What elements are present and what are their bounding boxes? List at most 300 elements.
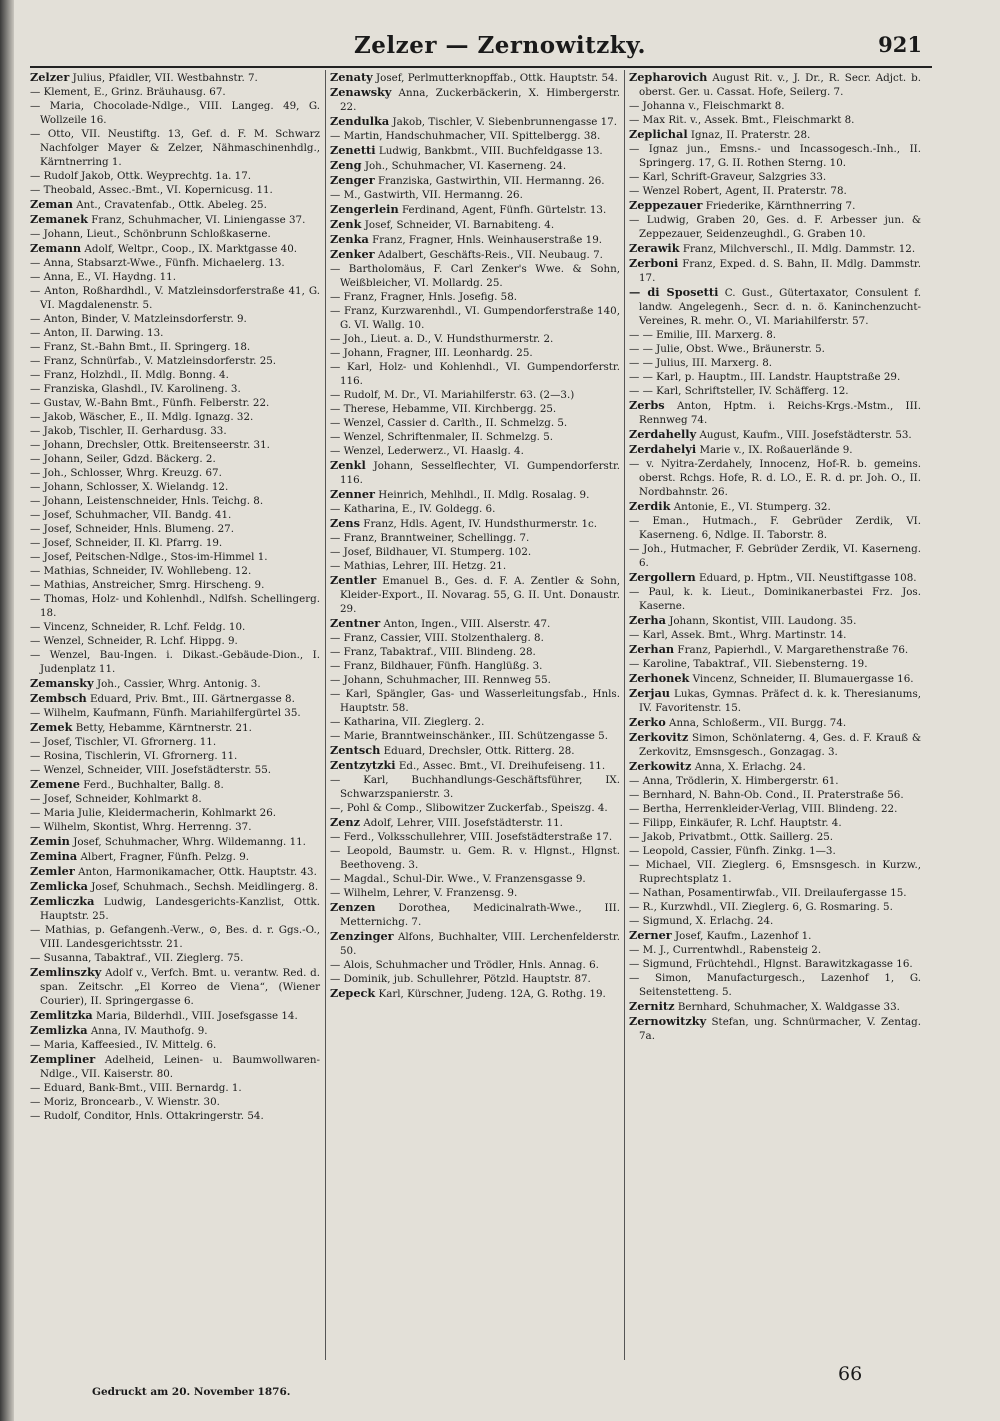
directory-entry <box>330 346 620 360</box>
entry-text: — Josef, Schneider, Kohlmarkt 8. <box>30 793 202 805</box>
directory-entry <box>330 304 620 332</box>
entry-surname: Zenawsky <box>330 85 392 99</box>
directory-entry <box>330 900 620 929</box>
directory-entry <box>629 802 921 816</box>
entry-text: Johann, Sesselflechter, VI. Gumpendorferstr. 116. <box>340 460 621 486</box>
entry-text: — Franz, Fragner, Hnls. Josefig. 58. <box>330 291 518 303</box>
directory-entry <box>30 720 320 735</box>
entry-text: Josef, Schuhmach., Sechsh. Meidlingerg. 8. <box>91 881 319 893</box>
directory-entry <box>330 573 620 616</box>
directory-entry <box>330 232 620 247</box>
entry-text: — Paul, k. k. Lieut., Dominikanerbastei Frz. Jos. Kaserne. <box>629 586 921 612</box>
entry-surname: Zepeck <box>330 986 376 1000</box>
entry-text: — Katharina, E., IV. Goldegg. 6. <box>330 503 496 515</box>
entry-text: Marie v., IX. Roßauerlände 9. <box>699 444 853 456</box>
entry-text: — Jakob, Wäscher, E., II. Mdlg. Ignazg. 32. <box>30 411 254 423</box>
entry-text: — Rudolf, M. Dr., VI. Mariahilferstr. 63. (2—3.) <box>330 389 575 401</box>
entry-text: Josef, Kaufm., Lazenhof 1. <box>675 930 812 942</box>
entry-text: — — Julie, Obst. Wwe., Bräunerstr. 5. <box>629 343 825 355</box>
entry-text: — R., Kurzwhdl., VII. Zieglerg. 6, G. Rosmaring. 5. <box>629 901 893 913</box>
directory-entry <box>629 285 921 328</box>
entry-surname: Zeman <box>30 197 73 211</box>
entry-text: — Mathias, Lehrer, III. Hetzg. 21. <box>330 560 507 572</box>
directory-entry <box>629 1014 921 1043</box>
column-divider <box>325 70 326 1360</box>
entry-text: Eduard, p. Hptm., VII. Neustiftgasse 108. <box>699 572 917 584</box>
entry-text: — Wilhelm, Kaufmann, Fünfh. Mariahilfergürtel 35. <box>30 707 301 719</box>
entry-text: — Maria, Kaffeesied., IV. Mittelg. 6. <box>30 1039 217 1051</box>
entry-surname: Zemek <box>30 720 73 734</box>
entry-text: Eduard, Priv. Bmt., III. Gärtnergasse 8. <box>90 693 295 705</box>
entry-text: — Karl, Schrift-Graveur, Salzgries 33. <box>629 171 827 183</box>
directory-entry <box>629 127 921 142</box>
entry-text: Anton, Ingen., VIII. Alserstr. 47. <box>383 618 551 630</box>
entry-surname: Zerner <box>629 928 672 942</box>
entry-surname: Zens <box>330 516 361 530</box>
directory-entry <box>629 730 921 759</box>
directory-entry <box>330 516 620 531</box>
entry-surname: Zemene <box>30 777 80 791</box>
entry-text: — Josef, Schuhmacher, VII. Bandg. 41. <box>30 509 232 521</box>
entry-surname: Zernitz <box>629 999 675 1013</box>
entry-text: — Theobald, Assec.-Bmt., VI. Kopernicusg. 11. <box>30 184 273 196</box>
directory-entry <box>629 657 921 671</box>
directory-entry <box>30 396 320 410</box>
entry-text: Joh., Schuhmacher, VI. Kaserneng. 24. <box>364 160 567 172</box>
directory-entry <box>30 452 320 466</box>
entry-surname: Zenk <box>330 217 362 231</box>
column-divider <box>624 70 625 1360</box>
entry-text: — Johann, Schuhmacher, III. Rennweg 55. <box>330 674 551 686</box>
directory-entry <box>30 965 320 1008</box>
directory-entry <box>629 70 921 99</box>
entry-text: — Josef, Schneider, Hnls. Blumeng. 27. <box>30 523 234 535</box>
entry-text: Joh., Cassier, Whrg. Antonig. 3. <box>96 678 261 690</box>
directory-entry <box>30 99 320 127</box>
directory-entry <box>330 743 620 758</box>
entry-text: — Franz, Branntweiner, Schellingg. 7. <box>330 532 530 544</box>
entry-text: — Karl, Buchhandlungs-Geschäftsführer, IX. Schwarzspanierstr. 3. <box>330 774 620 800</box>
directory-entry <box>330 687 620 715</box>
directory-entry <box>629 384 921 398</box>
entry-surname: Zerhonek <box>629 671 690 685</box>
directory-entry <box>30 466 320 480</box>
entry-text: — Josef, Bildhauer, VI. Stumperg. 102. <box>330 546 532 558</box>
directory-entry <box>30 197 320 212</box>
entry-text: Ludwig, Landesgerichts-Kanzlist, Ottk. Hauptstr. 25. <box>40 896 320 922</box>
entry-surname: Zerawik <box>629 241 680 255</box>
entry-text: Anna, Zuckerbäckerin, X. Himbergerstr. 22. <box>340 87 621 113</box>
directory-entry <box>330 202 620 217</box>
directory-entry <box>30 1023 320 1038</box>
entry-text: — Johann, Seiler, Gdzd. Bäckerg. 2. <box>30 453 216 465</box>
directory-entry <box>330 972 620 986</box>
directory-entry <box>330 715 620 729</box>
entry-text: — Gustav, W.-Bahn Bmt., Fünfh. Felberstr. 22. <box>30 397 270 409</box>
entry-text: — Wenzel, Bau-Ingen. i. Dikast.-Gebäude-Dion., I. Judenplatz 11. <box>30 649 320 675</box>
directory-entry <box>30 1081 320 1095</box>
directory-entry <box>330 388 620 402</box>
entry-text: — Martin, Handschuhmacher, VII. Spittelbergg. 38. <box>330 130 601 142</box>
entry-text: — Bernhard, N. Bahn-Ob. Cond., II. Praterstraße 56. <box>629 789 904 801</box>
entry-text: — Karl, Assek. Bmt., Whrg. Martinstr. 14. <box>629 629 847 641</box>
directory-entry <box>30 169 320 183</box>
directory-entry <box>30 1008 320 1023</box>
directory-entry <box>629 715 921 730</box>
directory-entry <box>629 585 921 613</box>
directory-entry <box>30 382 320 396</box>
directory-entry <box>30 536 320 550</box>
directory-entry <box>629 886 921 900</box>
entry-text: — v. Nyitra-Zerdahely, Innocenz, Hof-R. b. gemeins. oberst. Rchgs. Hofe, R. d. LO., E. R. d. pr. Joh. O., II. Nordbahnstr. 26. <box>629 458 921 498</box>
directory-entry <box>629 830 921 844</box>
entry-text: Vincenz, Schneider, II. Blumauergasse 16. <box>692 673 914 685</box>
entry-text: Josef, Perlmutterknopffab., Ottk. Hauptstr. 54. <box>376 72 618 84</box>
entry-surname: Zentsch <box>330 743 381 757</box>
entry-text: — — Karl, Schriftsteller, IV. Schäfferg. 12. <box>629 385 849 397</box>
directory-entry <box>330 114 620 129</box>
directory-entry <box>330 188 620 202</box>
entry-text: — Maria, Chocolade-Ndlge., VIII. Langeg. 49, G. Wollzeile 16. <box>30 100 320 126</box>
entry-text: — M., Gastwirth, VII. Hermanng. 26. <box>330 189 523 201</box>
directory-entry <box>629 256 921 285</box>
entry-surname: Zentler <box>330 573 377 587</box>
entry-surname: Zemlizka <box>30 1023 88 1037</box>
entry-text: Julius, Pfaidler, VII. Westbahnstr. 7. <box>72 72 258 84</box>
directory-entry <box>629 198 921 213</box>
entry-text: — Wenzel, Schneider, R. Lchf. Hippg. 9. <box>30 635 238 647</box>
entry-surname: Zerko <box>629 715 666 729</box>
entry-text: Anna, Schloßerm., VII. Burgg. 74. <box>669 717 847 729</box>
entry-text: — Anton, II. Darwing. 13. <box>30 327 164 339</box>
directory-entry <box>330 929 620 958</box>
directory-entry <box>330 502 620 516</box>
entry-text: — Mathias, p. Gefangenh.-Verw., ⊙, Bes. d. r. Ggs.-O., VIII. Landesgerichtsstr. 21. <box>30 924 320 950</box>
entry-text: — Anton, Roßhardhdl., V. Matzleinsdorferstraße 41, G. VI. Magdalenenstr. 5. <box>30 285 320 311</box>
entry-text: — Anna, E., VI. Haydng. 11. <box>30 271 177 283</box>
entry-text: — Franz, Kurzwarenhdl., VI. Gumpendorferstraße 140, G. VI. Wallg. 10. <box>330 305 620 331</box>
directory-entry <box>629 499 921 514</box>
directory-entry <box>629 900 921 914</box>
directory-column-2 <box>330 70 620 1001</box>
entry-surname: Zemliczka <box>30 894 95 908</box>
directory-entry <box>629 457 921 499</box>
directory-entry <box>30 1109 320 1123</box>
entry-text: Adolf v., Verfch. Bmt. u. verantw. Red. d. span. Zeitschr. „El Korreo de Viena“, (Wiener Courier), II. Springergasse 6. <box>40 967 320 1007</box>
directory-entry <box>629 542 921 570</box>
directory-entry <box>330 886 620 900</box>
entry-text: Adolf, Lehrer, VIII. Josefstädterstr. 11. <box>363 817 563 829</box>
entry-surname: Zenaty <box>330 70 373 84</box>
entry-text: — Wilhelm, Lehrer, V. Franzensg. 9. <box>330 887 518 899</box>
entry-text: Anna, X. Erlachg. 24. <box>694 761 806 773</box>
entry-text: —, Pohl & Comp., Slibowitzer Zuckerfab., Speiszg. 4. <box>330 802 608 814</box>
entry-text: — — Emilie, III. Marxerg. 8. <box>629 329 777 341</box>
entry-text: — Franziska, Glashdl., IV. Karolineng. 3. <box>30 383 241 395</box>
directory-entry <box>30 806 320 820</box>
directory-entry <box>30 270 320 284</box>
entry-text: Betty, Hebamme, Kärntnerstr. 21. <box>75 722 252 734</box>
entry-text: — Anton, Binder, V. Matzleinsdorferstr. 9. <box>30 313 247 325</box>
directory-entry <box>30 410 320 424</box>
entry-surname: Zeng <box>330 158 362 172</box>
directory-entry <box>30 550 320 564</box>
entry-text: Anton, Hptm. i. Reichs-Krgs.-Mstm., III. Rennweg 74. <box>639 400 921 426</box>
entry-surname: Zemina <box>30 849 78 863</box>
directory-entry <box>330 729 620 743</box>
directory-entry <box>30 849 320 864</box>
entry-surname: Zembsch <box>30 691 87 705</box>
entry-text: Ignaz, II. Praterstr. 28. <box>690 129 811 141</box>
directory-entry <box>30 894 320 923</box>
entry-text: Stefan, ung. Schnürmacher, V. Zentag. 7a. <box>639 1016 921 1042</box>
directory-entry <box>629 184 921 198</box>
entry-text: — Sigmund, X. Erlachg. 24. <box>629 915 774 927</box>
entry-surname: Zerkowitz <box>629 759 692 773</box>
entry-text: Emanuel B., Ges. d. F. A. Zentler & Sohn, Kleider-Export., II. Novarag. 55, G. II. Unt. Donaustr. 29. <box>340 575 620 615</box>
entry-text: — Leopold, Cassier, Fünfh. Zinkg. 1—3. <box>629 845 836 857</box>
entry-text: Jakob, Tischler, V. Siebenbrunnengasse 17. <box>392 116 618 128</box>
entry-text: — Johann, Drechsler, Ottk. Breitenseerstr. 31. <box>30 439 270 451</box>
entry-surname: Zentzytzki <box>330 758 396 772</box>
entry-surname: Zergollern <box>629 570 696 584</box>
entry-surname: Zelzer <box>30 70 70 84</box>
entry-text: — Dominik, jub. Schullehrer, Pötzld. Hauptstr. 87. <box>330 973 591 985</box>
page-header <box>0 30 1000 66</box>
directory-entry <box>629 928 921 943</box>
directory-entry <box>30 340 320 354</box>
entry-text: Johann, Skontist, VIII. Laudong. 35. <box>669 615 857 627</box>
entry-text: — Vincenz, Schneider, R. Lchf. Feldg. 10. <box>30 621 246 633</box>
entry-text: August, Kaufm., VIII. Josefstädterstr. 53. <box>699 429 912 441</box>
entry-text: Adalbert, Geschäfts-Reis., VII. Neubaug. 7. <box>377 249 603 261</box>
entry-surname: Zenka <box>330 232 369 246</box>
entry-text: — Jakob, Tischler, II. Gerhardusg. 33. <box>30 425 227 437</box>
directory-entry <box>30 312 320 326</box>
directory-entry <box>330 402 620 416</box>
directory-entry <box>330 801 620 815</box>
directory-entry <box>30 879 320 894</box>
entry-text: — Bertha, Herrenkleider-Verlag, VIII. Blindeng. 22. <box>629 803 898 815</box>
directory-entry <box>330 830 620 844</box>
entry-text: Eduard, Drechsler, Ottk. Ritterg. 28. <box>383 745 575 757</box>
directory-entry <box>30 951 320 965</box>
entry-text: — Filipp, Einkäufer, R. Lchf. Hauptstr. 4. <box>629 817 842 829</box>
directory-entry <box>330 986 620 1001</box>
entry-text: August Rit. v., J. Dr., R. Secr. Adjct. b. oberst. Ger. u. Cassat. Hofe, Seilerg. 7. <box>639 72 921 98</box>
directory-entry <box>330 545 620 559</box>
directory-entry <box>629 613 921 628</box>
entry-text: Simon, Schönlaterng. 4, Ges. d. F. Krauß & Zerkovitz, Emsnsgesch., Gonzagag. 3. <box>639 732 921 758</box>
directory-entry <box>30 284 320 312</box>
directory-entry <box>30 227 320 241</box>
entry-surname: Zenetti <box>330 143 376 157</box>
directory-entry <box>629 142 921 170</box>
entry-text: Albert, Fragner, Fünfh. Pelzg. 9. <box>80 851 250 863</box>
entry-text: — Therese, Hebamme, VII. Kirchbergg. 25. <box>330 403 557 415</box>
directory-column-3 <box>629 70 921 1043</box>
directory-entry <box>629 671 921 686</box>
entry-text: Anton, Harmonikamacher, Ottk. Hauptstr. 43. <box>78 866 317 878</box>
entry-surname: Zerkovitz <box>629 730 689 744</box>
directory-entry <box>629 170 921 184</box>
header-rule <box>30 66 932 68</box>
entry-surname: Zemansky <box>30 676 94 690</box>
entry-text: — Sigmund, Früchtehdl., Hlgnst. Barawitzkagasse 16. <box>629 958 913 970</box>
directory-entry <box>30 508 320 522</box>
directory-entry <box>629 957 921 971</box>
entry-text: — Nathan, Posamentirwfab., VII. Dreilaufergasse 15. <box>629 887 907 899</box>
directory-entry <box>629 999 921 1014</box>
entry-text: — Wenzel, Lederwerz., VI. Haaslg. 4. <box>330 445 524 457</box>
entry-text: Dorothea, Medicinalrath-Wwe., III. Metternichg. 7. <box>340 902 620 928</box>
page-title: Zelzer — Zernowitzky. <box>354 32 646 59</box>
entry-text: Ferdinand, Agent, Fünfh. Gürtelstr. 13. <box>401 204 607 216</box>
directory-entry <box>30 326 320 340</box>
entry-text: — Rudolf, Conditor, Hnls. Ottakringerstr. 54. <box>30 1110 264 1122</box>
directory-entry <box>30 735 320 749</box>
directory-entry <box>30 183 320 197</box>
directory-entry <box>629 844 921 858</box>
directory-entry <box>30 424 320 438</box>
entry-surname: Zerjau <box>629 686 671 700</box>
directory-entry <box>330 758 620 773</box>
entry-text: — Ludwig, Graben 20, Ges. d. F. Arbesser jun. & Zeppezauer, Seidenzeughdl., G. Graben 10. <box>629 214 921 240</box>
entry-text: — Josef, Schneider, II. Kl. Pfarrg. 19. <box>30 537 223 549</box>
directory-entry <box>30 1052 320 1081</box>
entry-text: Lukas, Gymnas. Präfect d. k. k. Theresianums, IV. Favoritenstr. 15. <box>639 688 921 714</box>
directory-entry <box>629 514 921 542</box>
directory-entry <box>330 444 620 458</box>
entry-text: — — Karl, p. Hauptm., III. Landstr. Hauptstraße 29. <box>629 371 901 383</box>
directory-entry <box>30 763 320 777</box>
entry-surname: Zenker <box>330 247 375 261</box>
signature-mark: 66 <box>838 1363 863 1385</box>
directory-entry <box>629 427 921 442</box>
directory-entry <box>330 360 620 388</box>
entry-surname: Zemlinszky <box>30 965 102 979</box>
entry-text: — Marie, Branntweinschänker., III. Schützengasse 5. <box>330 730 608 742</box>
directory-entry <box>30 749 320 763</box>
entry-surname: Zeplichal <box>629 127 688 141</box>
entry-surname: Zenger <box>330 173 375 187</box>
directory-entry <box>30 241 320 256</box>
directory-entry <box>330 645 620 659</box>
entry-text: — Karl, Spängler, Gas- und Wasserleitungsfab., Hnls. Hauptstr. 58. <box>330 688 620 714</box>
directory-entry <box>30 494 320 508</box>
directory-entry <box>30 648 320 676</box>
directory-entry <box>30 592 320 620</box>
entry-text: — Josef, Tischler, VI. Gfrornerg. 11. <box>30 736 217 748</box>
entry-text: — Eduard, Bank-Bmt., VIII. Bernardg. 1. <box>30 1082 242 1094</box>
entry-surname: Zerhan <box>629 642 675 656</box>
entry-text: — Klement, E., Grinz. Bräuhausg. 67. <box>30 86 226 98</box>
directory-entry <box>30 634 320 648</box>
entry-text: — Alois, Schuhmacher und Trödler, Hnls. Annag. 6. <box>330 959 599 971</box>
entry-surname: Zemanek <box>30 212 88 226</box>
directory-entry <box>330 631 620 645</box>
entry-text: — Leopold, Baumstr. u. Gem. R. v. Hlgnst., Hlgnst. Beethoveng. 3. <box>330 845 620 871</box>
entry-text: — Rosina, Tischlerin, VI. Gfrornerg. 11. <box>30 750 238 762</box>
directory-entry <box>330 143 620 158</box>
directory-entry <box>330 85 620 114</box>
directory-entry <box>30 578 320 592</box>
entry-text: — Franz, Tabaktraf., VIII. Blindeng. 28. <box>330 646 536 658</box>
entry-text: — Mathias, Schneider, IV. Wohllebeng. 12. <box>30 565 252 577</box>
entry-text: — Karl, Holz- und Kohlenhdl., VI. Gumpendorferstr. 116. <box>330 361 620 387</box>
directory-entry <box>330 458 620 487</box>
directory-entry <box>330 173 620 188</box>
entry-text: — Simon, Manufacturgesch., Lazenhof 1, G. Seitenstetteng. 5. <box>629 972 921 998</box>
entry-text: — Wenzel, Cassier d. Carlth., II. Schmelzg. 5. <box>330 417 568 429</box>
directory-entry <box>330 247 620 262</box>
directory-entry <box>30 777 320 792</box>
directory-entry <box>30 864 320 879</box>
entry-text: Franziska, Gastwirthin, VII. Hermanng. 26. <box>377 175 605 187</box>
entry-text: Friederike, Kärnthnerring 7. <box>705 200 856 212</box>
entry-text: — Wilhelm, Skontist, Whrg. Herrenng. 37. <box>30 821 252 833</box>
entry-text: Franz, Milchverschl., II. Mdlg. Dammstr. 12. <box>682 243 916 255</box>
entry-text: C. Gust., Gütertaxator, Consulent f. landw. Angelegenh., Secr. d. n. ö. Kaninchenzucht-Vereines, R. mehr. O., VI. Mariahilferstr. 57. <box>639 287 921 327</box>
entry-surname: Zeppezauer <box>629 198 703 212</box>
directory-entry <box>30 70 320 85</box>
entry-text: — Jakob, Privatbmt., Ottk. Saillerg. 25. <box>629 831 834 843</box>
entry-text: Anna, IV. Mauthofg. 9. <box>90 1025 208 1037</box>
entry-text: — Maria Julie, Kleidermacherin, Kohlmarkt 26. <box>30 807 277 819</box>
entry-surname: Zerdik <box>629 499 671 513</box>
entry-text: — Ferd., Volksschullehrer, VIII. Josefstädterstraße 17. <box>330 831 613 843</box>
entry-surname: Zerha <box>629 613 666 627</box>
directory-entry <box>30 564 320 578</box>
entry-text: Franz, Schuhmacher, VI. Liniengasse 37. <box>91 214 306 226</box>
entry-text: — Franz, Schnürfab., V. Matzleinsdorferstr. 25. <box>30 355 277 367</box>
entry-text: — Ignaz jun., Emsns.- und Incassogesch.-Inh., II. Springerg. 17, G. II. Rothen Sterng. 10. <box>629 143 921 169</box>
entry-text: — Max Rit. v., Assek. Bmt., Fleischmarkt 8. <box>629 114 855 126</box>
entry-surname: Zerbs <box>629 398 665 412</box>
entry-text: — Rudolf Jakob, Ottk. Weyprechtg. 1a. 17. <box>30 170 252 182</box>
directory-entry <box>629 971 921 999</box>
directory-entry <box>330 217 620 232</box>
entry-surname: Zenner <box>330 487 375 501</box>
directory-entry <box>330 430 620 444</box>
directory-entry <box>330 958 620 972</box>
entry-text: — Joh., Hutmacher, F. Gebrüder Zerdik, VI. Kaserneng. 6. <box>629 543 921 569</box>
directory-column-1 <box>30 70 320 1123</box>
directory-entry <box>30 354 320 368</box>
entry-surname: — di Sposetti <box>629 285 719 299</box>
entry-text: — Wenzel Robert, Agent, II. Praterstr. 78. <box>629 185 847 197</box>
entry-text: Josef, Schneider, VI. Barnabiteng. 4. <box>364 219 555 231</box>
directory-entry <box>629 914 921 928</box>
directory-entry <box>629 113 921 127</box>
entry-text: — Wenzel, Schneider, VIII. Josefstädterstr. 55. <box>30 764 272 776</box>
entry-text: — Johann, Leistenschneider, Hnls. Teichg. 8. <box>30 495 264 507</box>
directory-entry <box>30 368 320 382</box>
entry-surname: Zerboni <box>629 256 679 270</box>
entry-text: — Franz, Holzhdl., II. Mdlg. Bonng. 4. <box>30 369 229 381</box>
directory-entry <box>330 773 620 801</box>
entry-surname: Zernowitzky <box>629 1014 707 1028</box>
directory-entry <box>629 858 921 886</box>
directory-entry <box>629 759 921 774</box>
entry-text: — Franz, St.-Bahn Bmt., II. Springerg. 18. <box>30 341 251 353</box>
entry-text: Adolf, Weltpr., Coop., IX. Marktgasse 40. <box>84 243 298 255</box>
directory-entry <box>330 559 620 573</box>
directory-entry <box>330 815 620 830</box>
print-date: Gedruckt am 20. November 1876. <box>92 1386 291 1398</box>
entry-text: — Johanna v., Fleischmarkt 8. <box>629 100 785 112</box>
directory-entry <box>629 398 921 427</box>
